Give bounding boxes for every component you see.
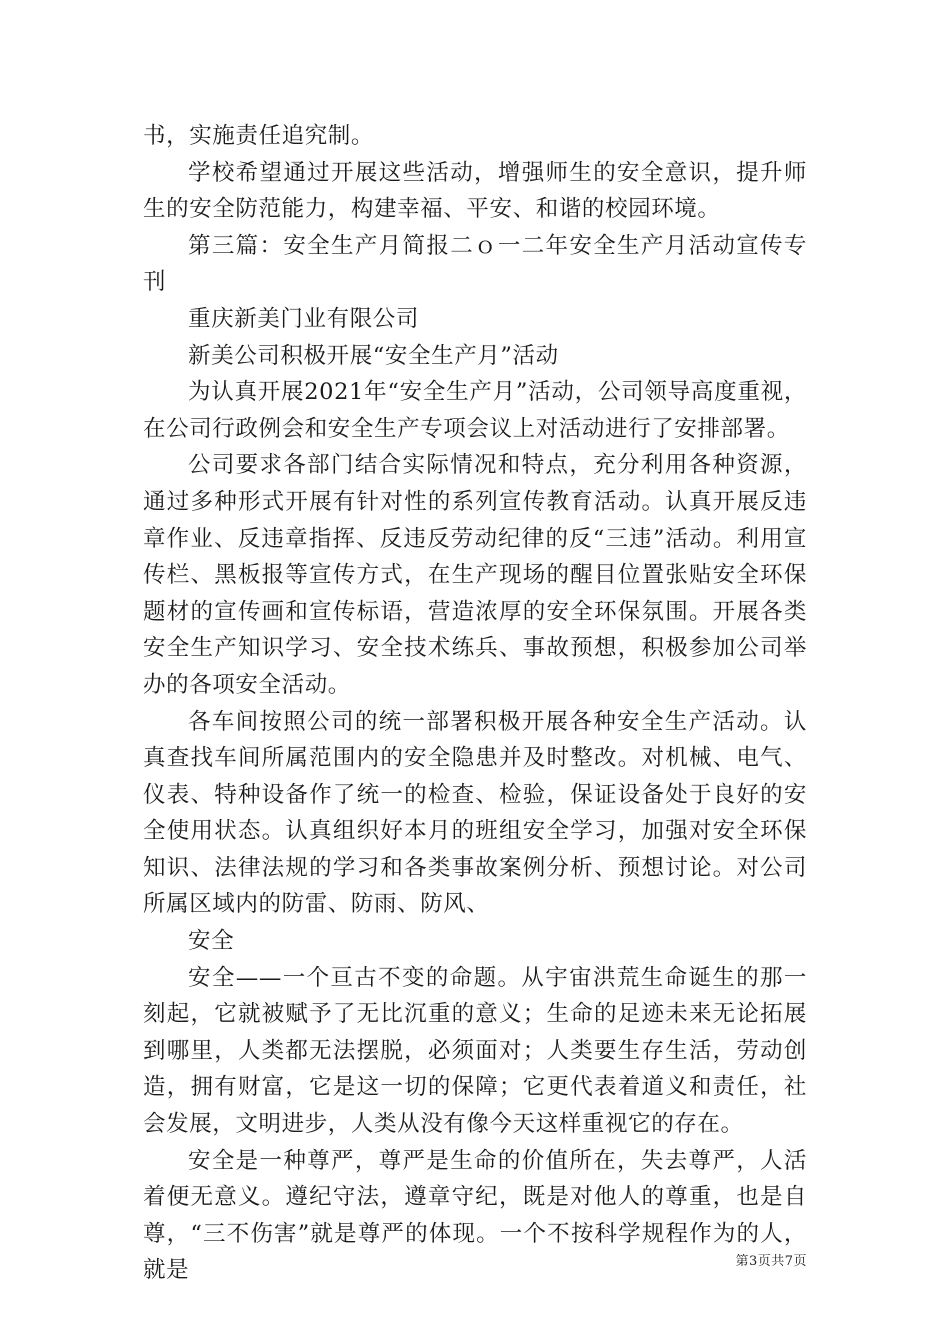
- paragraph-6: 为认真开展2021年“安全生产月”活动，公司领导高度重视，在公司行政例会和安全生产专项会议上对活动进行了安排部署。: [143, 379, 807, 442]
- paragraph-8: 各车间按照公司的统一部署积极开展各种安全生产活动。认真查找车间所属范围内的安全隐患并及时整改。对机械、电气、仪表、特种设备作了统一的检查、检验，保证设备处于良好的安全使用状态。认真组织好本月的班组安全学习，加强对安全环保知识、法律法规的学习和各类事故案例分析、预想讨论。对公司所属区域内的防雷、防雨、防风、: [143, 708, 807, 918]
- paragraph-10: 安全——一个亘古不变的命题。从宇宙洪荒生命诞生的那一刻起，它就被赋予了无比沉重的意义；生命的足迹未来无论拓展到哪里，人类都无法摆脱，必须面对；人类要生存生活，劳动创造，拥有财富，它是这一切的保障；它更代表着道义和责任，社会发展，文明进步，人类从没有像今天这样重视它的存在。: [143, 964, 807, 1138]
- company-name: 重庆新美门业有限公司: [188, 305, 420, 332]
- subheading-safety: 安全: [188, 928, 235, 955]
- page-number: 第3页共7页: [735, 1254, 807, 1269]
- article-title: 新美公司积极开展“安全生产月”活动: [188, 342, 559, 369]
- paragraph-2: 学校希望通过开展这些活动，增强师生的安全意识，提升师生的安全防范能力，构建幸福、平安、和谐的校园环境。: [143, 159, 807, 223]
- paragraph-1: 书，实施责任追究制。: [143, 123, 375, 149]
- paragraph-11: 安全是一种尊严，尊严是生命的价值所在，失去尊严，人活着便无意义。遵纪守法，遵章守纪，既是对他人的尊重，也是自尊，“三不伤害”就是尊严的体现。一个不按科学规程作为的人，就是: [143, 1147, 807, 1284]
- section-title: 第三篇：安全生产月简报二ｏ一二年安全生产月活动宣传专刊: [143, 232, 807, 296]
- paragraph-7: 公司要求各部门结合实际情况和特点，充分利用各种资源，通过多种形式开展有针对性的系列宣传教育活动。认真开展反违章作业、反违章指挥、反违反劳动纪律的反“三违”活动。利用宣传栏、黑板报等宣传方式，在生产现场的醒目位置张贴安全环保题材的宣传画和宣传标语，营造浓厚的安全环保氛围。开展各类安全生产知识学习、安全技术练兵、事故预想，积极参加公司举办的各项安全活动。: [143, 452, 807, 698]
- document-body: [143, 118, 807, 1289]
